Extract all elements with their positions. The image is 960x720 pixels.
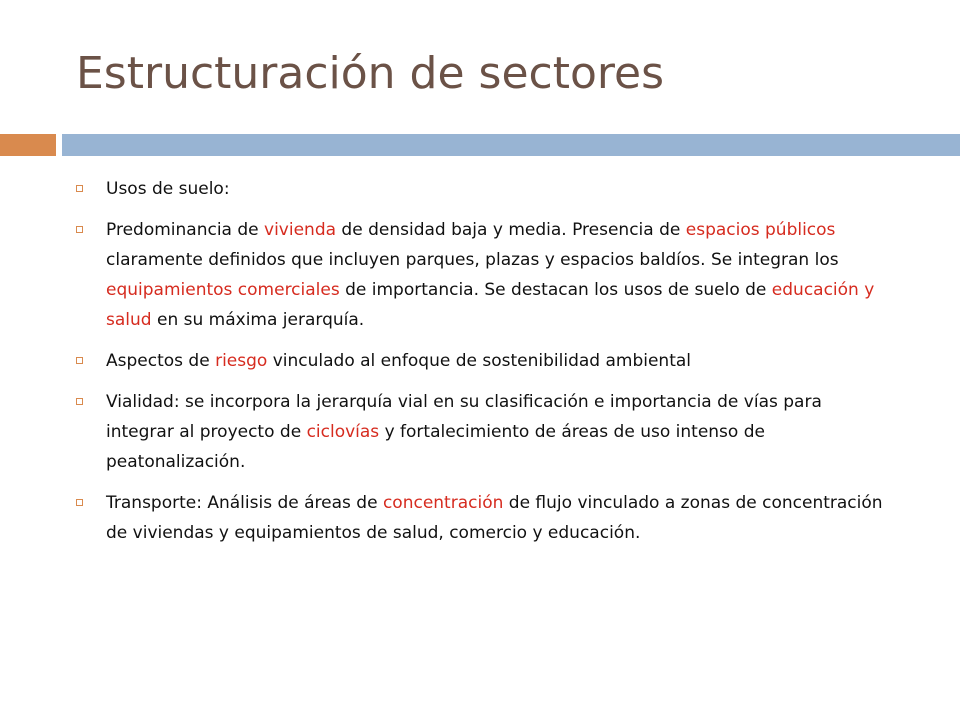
title-divider-bar [62,134,960,156]
square-bullet-icon [76,499,83,506]
highlighted-term: espacios públicos [685,220,836,240]
bullet-item [76,346,886,376]
bullet-text-segment: Transporte: Análisis de áreas de [106,493,383,513]
bullet-text-segment: Aspectos de [106,351,216,371]
bullet-text [106,392,822,472]
bullet-text-segment: en su máxima jerarquía. [151,310,365,330]
bullet-item [76,174,886,204]
bullet-item [76,387,886,477]
slide-title: Estructuración de sectores [76,48,665,99]
bullet-text-segment: Vialidad: se incorpora la jerarquía vial en su clasificación e importancia de vías para integrar al proyecto de [106,392,822,442]
square-bullet-icon [76,398,83,405]
bullet-text-segment: Predominancia de [106,220,265,240]
bullet-text [106,220,874,330]
square-bullet-icon [76,357,83,364]
bullet-text [106,351,691,371]
bullet-list [76,174,886,559]
bullet-text-segment: de flujo vinculado a zonas de concentración de viviendas y equipamientos de salud, comercio y educación. [106,493,883,543]
bullet-text-segment: vinculado al enfoque de sostenibilidad ambiental [267,351,692,371]
highlighted-term: ciclovías [306,422,380,442]
bullet-item [76,215,886,335]
title-accent-bar [0,134,56,156]
highlighted-term: riesgo [215,351,268,371]
bullet-text [106,493,883,543]
highlighted-term: vivienda [264,220,337,240]
bullet-text-segment: claramente definidos que incluyen parques, plazas y espacios baldíos. Se integran los [106,250,839,270]
highlighted-term: equipamientos comerciales [106,280,340,300]
square-bullet-icon [76,185,83,192]
highlighted-term: educación y salud [106,280,875,330]
bullet-text [106,179,230,199]
bullet-text-segment: de importancia. Se destacan los usos de suelo de [339,280,772,300]
bullet-text-segment: y fortalecimiento de áreas de uso intenso de peatonalización. [106,422,765,472]
bullet-item [76,488,886,548]
highlighted-term: concentración [382,493,504,513]
bullet-text-segment: Usos de suelo: [106,179,230,199]
bullet-text-segment: de densidad baja y media. Presencia de [336,220,686,240]
square-bullet-icon [76,226,83,233]
